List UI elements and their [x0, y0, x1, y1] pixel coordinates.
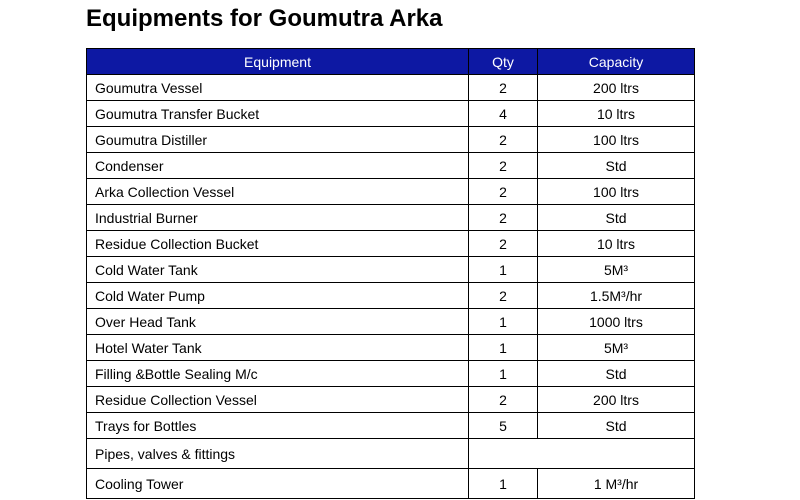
qty-cell: 2	[469, 75, 538, 101]
table-row	[87, 127, 695, 153]
equipment-cell: Cooling Tower	[87, 469, 469, 499]
table-row	[87, 469, 695, 499]
equipment-cell: Residue Collection Bucket	[87, 231, 469, 257]
equipment-cell: Hotel Water Tank	[87, 335, 469, 361]
capacity-cell: Std	[538, 361, 695, 387]
table-header	[87, 49, 695, 75]
header-qty: Qty	[469, 49, 538, 75]
qty-cell: 5	[469, 413, 538, 439]
qty-cell: 1	[469, 309, 538, 335]
equipment-cell: Over Head Tank	[87, 309, 469, 335]
capacity-cell: 200 ltrs	[538, 387, 695, 413]
equipment-cell: Industrial Burner	[87, 205, 469, 231]
qty-cell: 2	[469, 387, 538, 413]
capacity-cell: 1.5M³/hr	[538, 283, 695, 309]
qty-cell: 2	[469, 153, 538, 179]
table-row	[87, 153, 695, 179]
capacity-cell: 5M³	[538, 257, 695, 283]
qty-cell: 2	[469, 127, 538, 153]
capacity-cell: 10 ltrs	[538, 101, 695, 127]
equipment-table	[86, 48, 695, 499]
table-row	[87, 309, 695, 335]
equipment-cell: Goumutra Vessel	[87, 75, 469, 101]
qty-cell: 1	[469, 335, 538, 361]
table-body	[87, 75, 695, 499]
capacity-cell: 100 ltrs	[538, 127, 695, 153]
table-row	[87, 75, 695, 101]
capacity-cell: Std	[538, 413, 695, 439]
table-row	[87, 231, 695, 257]
qty-cell: 2	[469, 283, 538, 309]
table-row	[87, 335, 695, 361]
qty-cell: 1	[469, 469, 538, 499]
table-row	[87, 179, 695, 205]
capacity-cell: Std	[538, 153, 695, 179]
equipment-cell: Goumutra Transfer Bucket	[87, 101, 469, 127]
equipment-cell: Residue Collection Vessel	[87, 387, 469, 413]
table-row	[87, 283, 695, 309]
table-row	[87, 439, 695, 469]
qty-cell: 4	[469, 101, 538, 127]
equipment-cell: Cold Water Pump	[87, 283, 469, 309]
table-row	[87, 101, 695, 127]
table-row	[87, 205, 695, 231]
header-equipment: Equipment	[87, 49, 469, 75]
equipment-cell: Filling &Bottle Sealing M/c	[87, 361, 469, 387]
equipment-cell: Pipes, valves & fittings	[87, 439, 469, 469]
qty-cell: 1	[469, 257, 538, 283]
qty-cell: 2	[469, 231, 538, 257]
capacity-cell: 10 ltrs	[538, 231, 695, 257]
capacity-cell: 1 M³/hr	[538, 469, 695, 499]
qty-cell: 2	[469, 205, 538, 231]
qty-cell: 1	[469, 361, 538, 387]
equipment-cell: Trays for Bottles	[87, 413, 469, 439]
equipment-cell: Arka Collection Vessel	[87, 179, 469, 205]
equipment-cell: Condenser	[87, 153, 469, 179]
qty-cell: 2	[469, 179, 538, 205]
header-row	[87, 49, 695, 75]
capacity-cell: Std	[538, 205, 695, 231]
header-capacity: Capacity	[538, 49, 695, 75]
table-row	[87, 387, 695, 413]
equipment-cell: Cold Water Tank	[87, 257, 469, 283]
capacity-cell: 100 ltrs	[538, 179, 695, 205]
table-row	[87, 361, 695, 387]
table-row	[87, 257, 695, 283]
capacity-cell: 1000 ltrs	[538, 309, 695, 335]
capacity-cell: 200 ltrs	[538, 75, 695, 101]
page-title: Equipments for Goumutra Arka	[86, 5, 443, 32]
empty-merged-cell	[469, 439, 695, 469]
table-row	[87, 413, 695, 439]
capacity-cell: 5M³	[538, 335, 695, 361]
equipment-cell: Goumutra Distiller	[87, 127, 469, 153]
